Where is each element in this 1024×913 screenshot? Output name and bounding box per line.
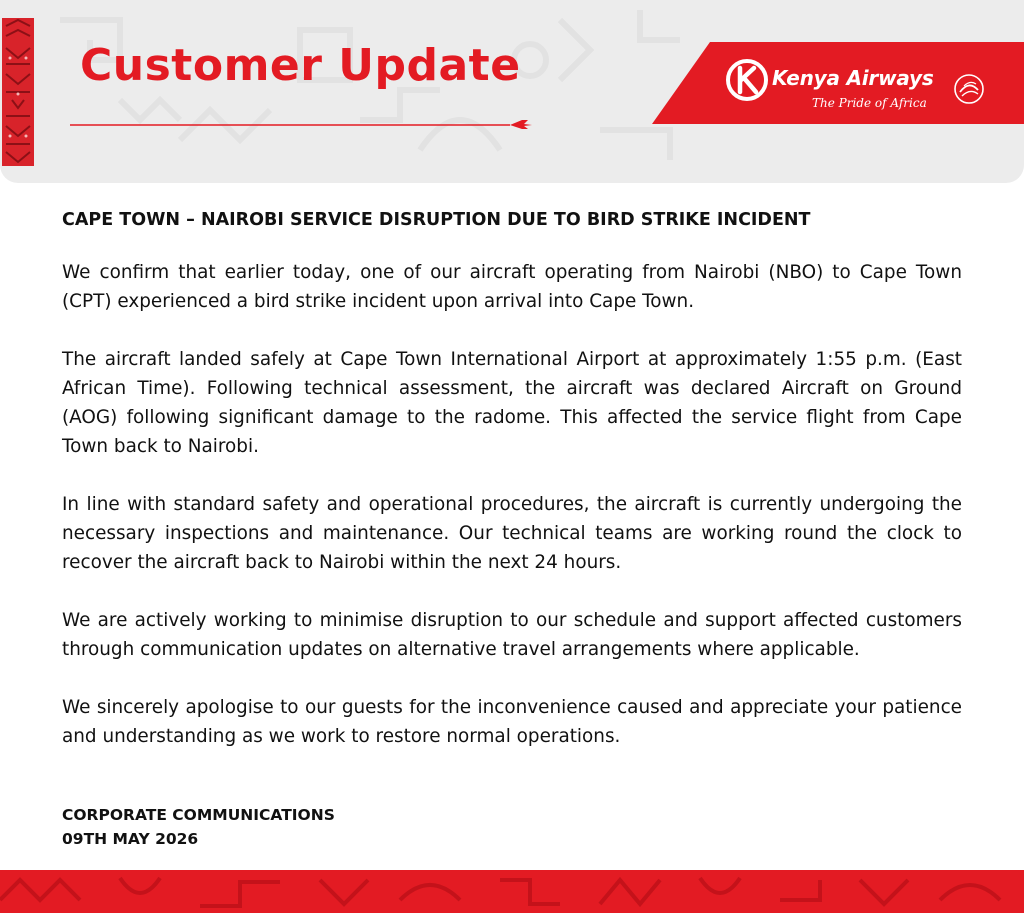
article-paragraph: We are actively working to minimise disruption to our schedule and support affected customers through communication updates on alternative travel arrangements where applicable. (62, 610, 962, 660)
article-paragraph: In line with standard safety and operational procedures, the aircraft is currently undergoing the necessary inspections and maintenance. Our technical teams are working round the clock to recover the aircraft back to Nairobi within the next 24 hours. (62, 494, 962, 573)
page-title: Customer Update (80, 40, 521, 91)
article-paragraph: The aircraft landed safely at Cape Town International Airport at approximately 1:55 p.m. (East African Time). Following technical assessment, the aircraft was declared Aircraft on Ground (AOG) following significant damage to the radome. This affected the service flight from Cape Town back to Nairobi. (62, 349, 962, 457)
brand-name: Kenya Airways (772, 66, 934, 90)
signoff-date: 09TH MAY 2026 (62, 830, 199, 848)
signoff-block (62, 803, 335, 851)
article-paragraph: We confirm that earlier today, one of our aircraft operating from Nairobi (NBO) to Cape Town (CPT) experienced a bird strike incident upon arrival into Cape Town. (62, 262, 962, 312)
article-paragraph: We sincerely apologise to our guests for the inconvenience caused and appreciate your patience and understanding as we work to restore normal operations. (62, 697, 962, 747)
header-panel (0, 0, 1024, 183)
kq-logo-icon (725, 58, 769, 102)
title-underline (70, 116, 535, 130)
skyteam-icon (950, 70, 988, 108)
article-headline: CAPE TOWN – NAIROBI SERVICE DISRUPTION DUE TO BIRD STRIKE INCIDENT (62, 210, 811, 230)
footer-pattern-band (0, 870, 1024, 913)
tribal-pattern-strip (2, 18, 34, 166)
footer-pattern (0, 870, 1024, 913)
brand-tagline: The Pride of Africa (812, 96, 927, 110)
signoff-department: CORPORATE COMMUNICATIONS (62, 806, 335, 824)
article-body (62, 258, 962, 780)
